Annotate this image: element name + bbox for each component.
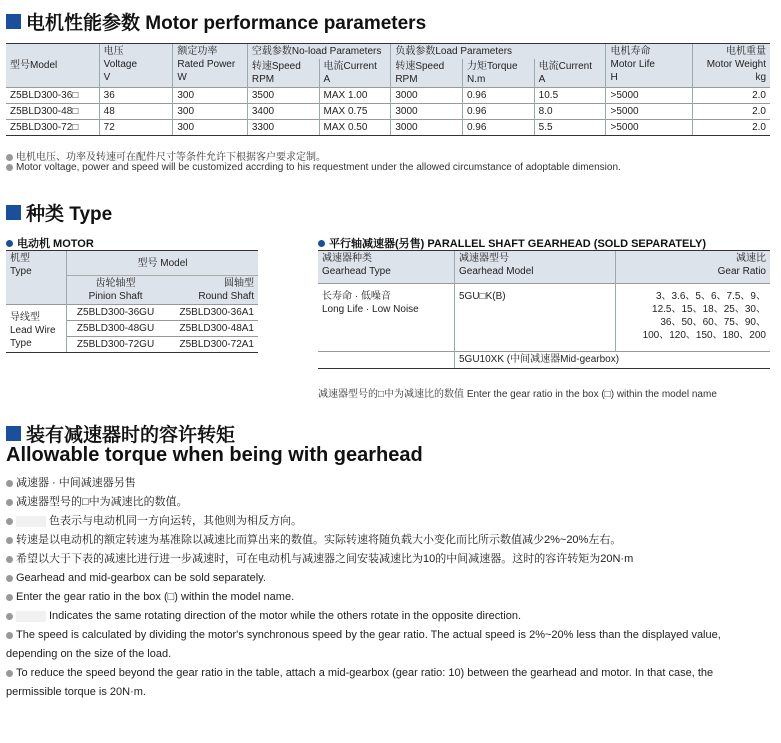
color-swatch-icon [16, 516, 46, 527]
header-noload: 空载参数No-load Parameters [247, 44, 390, 60]
type-cell: 导线型 Lead Wire Type [6, 305, 67, 353]
bullet-icon [6, 594, 13, 601]
bullet-icon [6, 480, 13, 487]
table-row [318, 284, 770, 352]
bullet-icon [318, 240, 325, 247]
section-title-type: 种类 Type [6, 199, 112, 226]
bullet-icon [6, 556, 13, 563]
table-row: Z5BLD300-48GU Z5BLD300-48A1 [6, 321, 258, 337]
gear-model-cell: 5GU□K(B) [455, 284, 616, 352]
performance-table [6, 43, 770, 136]
section-title-text: 电机性能参数 Motor performance parameters [26, 13, 427, 34]
perf-note-en: Motor voltage, power and speed will be customized accrding to his requestment under the allowed circumstance of adoptable dimension. [6, 162, 621, 173]
bullet-icon [6, 240, 13, 247]
list-item: Indicates the same rotating direction of the motor while the others rotate in the opposite direction. [6, 607, 771, 626]
bullet-icon [6, 164, 13, 171]
header-nl-speed: 转速Speed RPM [247, 59, 319, 88]
header-l-speed: 转速Speed RPM [391, 59, 463, 88]
header-pinion: 齿轮轴型 Pinion Shaft [67, 276, 165, 305]
header-nl-current: 电流Current A [319, 59, 391, 88]
list-item: To reduce the speed beyond the gear ratio in the table, attach a mid-gearbox (gear ratio: 10) between the gearhead and motor. In that case, the permissible torque is 20N·m. [6, 667, 714, 698]
gear-subtitle: 平行轴减速器(另售) PARALLEL SHAFT GEARHEAD (SOLD SEPARATELY) [318, 235, 706, 251]
header-load: 负载参数Load Parameters [391, 44, 606, 60]
bullet-icon [6, 670, 13, 677]
bullet-icon [6, 613, 13, 620]
table-row: 导线型 Lead Wire Type Z5BLD300-36GU Z5BLD300-36A1 [6, 305, 258, 321]
list-item: 转速是以电动机的额定转速为基准除以减速比而算出来的数值。实际转速将随负载大小变化而比所示数值减少2%~20%左右。 [6, 531, 771, 550]
header-model: 型号Model [6, 44, 99, 88]
bullet-icon [6, 518, 13, 525]
list-item: The speed is calculated by dividing the motor's synchronous speed by the gear ratio. The actual speed is 2%~20% less than the displayed value, depending on the size of the load. [6, 629, 721, 660]
bullet-icon [6, 575, 13, 582]
motor-subtitle: 电动机 MOTOR [6, 235, 94, 251]
torque-notes [6, 474, 771, 702]
list-item: 减速器 · 中间减速器另售 [6, 474, 771, 493]
list-item: 减速器型号的□中为减速比的数值。 [6, 493, 771, 512]
table-row: Z5BLD300-72□ 72 300 3300 MAX 0.50 3000 0.96 5.5 >5000 2.0 [6, 120, 770, 136]
bullet-icon [6, 632, 13, 639]
section-title-torque-en: Allowable torque when being with gearhead [6, 444, 423, 466]
header-gear-type: 减速器种类 Gearhead Type [318, 251, 455, 284]
blue-square-icon [6, 14, 21, 29]
gear-type-cell: 长寿命 · 低噪音 Long Life · Low Noise [318, 284, 455, 352]
header-weight: 电机重量 Motor Weight kg [693, 44, 770, 88]
motor-table [6, 250, 258, 353]
table-row: Z5BLD300-48□ 48 300 3400 MAX 0.75 3000 0.96 8.0 >5000 2.0 [6, 104, 770, 120]
header-model: 型号 Model [67, 251, 259, 276]
blue-square-icon [6, 205, 21, 220]
mid-gearbox-cell: 5GU10XK (中间减速器Mid-gearbox) [455, 352, 771, 369]
list-item: Gearhead and mid-gearbox can be sold separately. [6, 569, 771, 588]
gear-note: 减速器型号的□中为减速比的数值 Enter the gear ratio in the box (□) within the model name [318, 389, 717, 400]
table-row: Z5BLD300-72GU Z5BLD300-72A1 [6, 337, 258, 353]
header-l-current: 电流Current A [534, 59, 606, 88]
bullet-icon [6, 537, 13, 544]
list-item: 希望以大于下表的减速比进行进一步减速时，可在电动机与减速器之间安装减速比为10的中间减速器。这时的容许转矩为20N·m [6, 550, 771, 569]
header-power: 额定功率 Rated Power W [173, 44, 248, 88]
bullet-icon [6, 154, 13, 161]
header-round: 圆轴型 Round Shaft [164, 276, 258, 305]
perf-note-cn: 电机电压、功率及转速可在配件尺寸等条件允许下根据客户要求定制。 [6, 148, 326, 163]
gear-ratio-cell: 3、3.6、5、6、7.5、9、 12.5、15、18、25、30、 36、50、60、75、90、 100、120、150、180、200 [616, 284, 771, 352]
header-gear-model: 减速器型号 Gearhead Model [455, 251, 616, 284]
table-row [318, 352, 770, 369]
list-item: 色表示与电动机同一方向运转，其他则为相反方向。 [6, 512, 771, 531]
color-swatch-icon [16, 611, 46, 622]
header-gear-ratio: 减速比 Gear Ratio [616, 251, 771, 284]
list-item: Enter the gear ratio in the box (□) within the model name. [6, 588, 771, 607]
header-life: 电机寿命 Motor Life H [606, 44, 693, 88]
gear-table [318, 250, 770, 369]
header-torque: 力矩Torque N.m [462, 59, 534, 88]
table-row: Z5BLD300-36□ 36 300 3500 MAX 1.00 3000 0.96 10.5 >5000 2.0 [6, 88, 770, 104]
header-voltage: 电压 Voltage V [99, 44, 173, 88]
bullet-icon [6, 499, 13, 506]
header-type: 机型 Type [6, 251, 67, 305]
blue-square-icon [6, 426, 21, 441]
section-title-performance [6, 8, 426, 35]
section-title-torque: 装有减速器时的容许转矩 [6, 420, 235, 447]
